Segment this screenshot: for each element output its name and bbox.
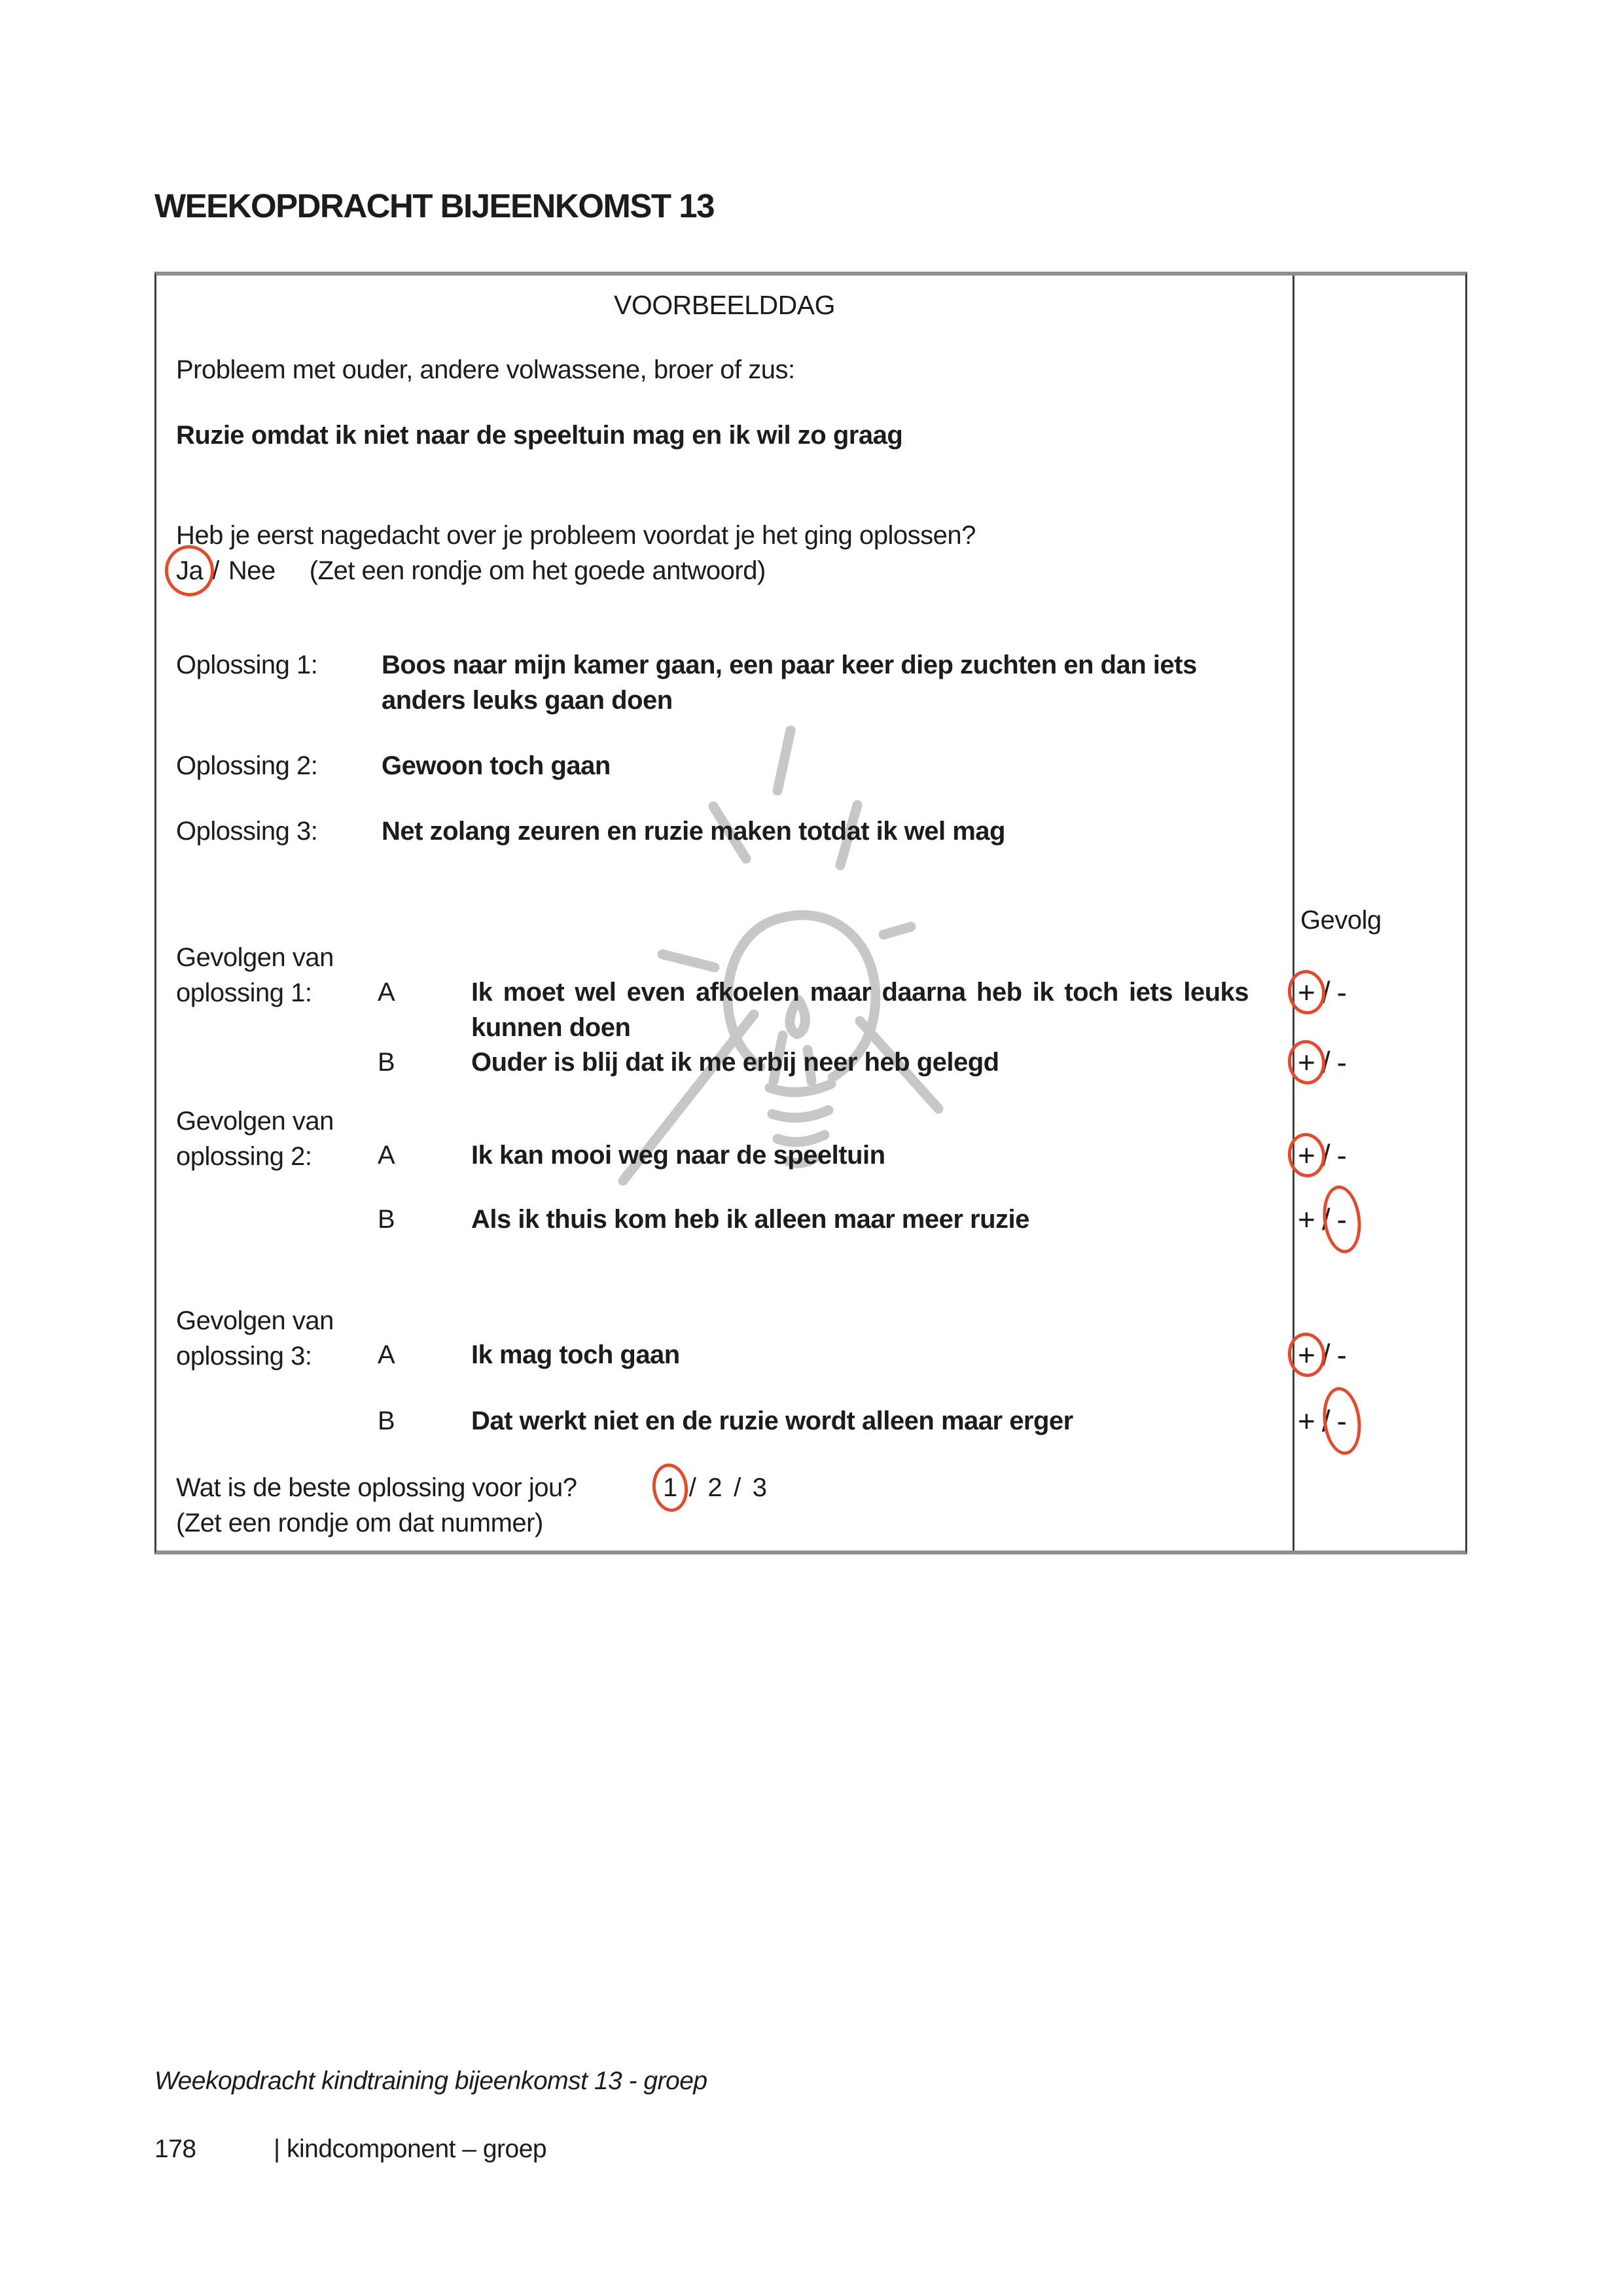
- page-number: 178: [154, 2135, 196, 2163]
- option-1: 1: [663, 1470, 677, 1505]
- solution-row-3: [176, 814, 1272, 849]
- plus-sign: +: [1298, 1138, 1315, 1172]
- problem-label: Probleem met ouder, andere volwassene, broer of zus:: [176, 355, 795, 384]
- footer-page-line: [154, 2135, 546, 2164]
- plus-sign: +: [1298, 1338, 1315, 1372]
- rating-1b: [1298, 1045, 1442, 1080]
- best-solution-block: [176, 1470, 767, 1541]
- item-letter: B: [378, 1205, 395, 1234]
- minus-sign: -: [1336, 1138, 1347, 1172]
- rating-2a: [1298, 1138, 1442, 1173]
- consequence-row-2a: [378, 1138, 1249, 1173]
- consequences-3-label-line2: oplossing 3:: [176, 1342, 312, 1371]
- minus-sign: -: [1336, 1202, 1347, 1236]
- reflect-block: [176, 518, 976, 588]
- minus-sign: -: [1336, 1338, 1347, 1372]
- best-solution-instruction: (Zet een rondje om dat nummer): [176, 1509, 543, 1537]
- consequence-text: Dat werkt niet en de ruzie wordt alleen maar erger: [471, 1407, 1073, 1435]
- solution-3-answer: Net zolang zeuren en ruzie maken totdat ik wel mag: [382, 817, 1005, 846]
- worksheet-table: [154, 272, 1467, 1554]
- bulb-screw-line-1: [770, 1084, 831, 1092]
- item-letter: A: [378, 1141, 395, 1170]
- rating-3a: [1298, 1337, 1442, 1372]
- item-letter: A: [378, 978, 395, 1007]
- consequences-2-label: [176, 1103, 334, 1174]
- minus-sign: -: [1336, 1404, 1347, 1438]
- rating-3b: [1298, 1403, 1442, 1439]
- best-solution-options: [663, 1470, 767, 1505]
- consequences-2-label-line1: Gevolgen van: [176, 1107, 334, 1136]
- reflect-question: Heb je eerst nagedacht over je probleem voordat je het ging oplossen?: [176, 521, 976, 550]
- slash-separator: /: [1321, 1045, 1330, 1079]
- consequence-row-1a: [378, 975, 1249, 1045]
- minus-sign: -: [1336, 1045, 1347, 1079]
- rating-1a: [1298, 975, 1442, 1010]
- solution-1-answer: Boos naar mijn kamer gaan, een paar keer diep zuchten en dan iets anders leuks gaan doen: [382, 651, 1197, 715]
- item-letter: B: [378, 1407, 395, 1435]
- solution-2-label: Oplossing 2:: [176, 751, 318, 780]
- slash-separator: /: [212, 556, 219, 585]
- consequences-3-label: [176, 1303, 334, 1374]
- worksheet-day-header: VOORBEELDDAG: [613, 290, 836, 320]
- solution-3-label: Oplossing 3:: [176, 817, 318, 846]
- table-column-divider: [1293, 276, 1294, 1551]
- consequence-row-3b: [378, 1403, 1249, 1439]
- consequences-2-label-line2: oplossing 2:: [176, 1142, 312, 1171]
- footer-section-label: | kindcomponent – groep: [274, 2135, 547, 2163]
- slash-separator: /: [734, 1473, 741, 1502]
- consequences-1-label-line2: oplossing 1:: [176, 978, 312, 1007]
- gevolg-column-header: Gevolg: [1300, 906, 1382, 935]
- problem-answer: Ruzie omdat ik niet naar de speeltuin mag en ik wil zo graag: [176, 421, 903, 450]
- item-letter: A: [378, 1340, 395, 1369]
- slash-separator: /: [1321, 1202, 1330, 1236]
- slash-separator: /: [688, 1473, 696, 1502]
- slash-separator: /: [1321, 975, 1330, 1009]
- consequences-3-label-line1: Gevolgen van: [176, 1306, 334, 1335]
- plus-sign: +: [1298, 975, 1315, 1009]
- slash-separator: /: [1321, 1338, 1330, 1372]
- bulb-screw-line-2: [772, 1110, 829, 1118]
- rating-2b: [1298, 1202, 1442, 1237]
- answer-no: Nee: [228, 556, 276, 585]
- consequences-1-label-line1: Gevolgen van: [176, 943, 334, 972]
- bulb-ray-left: [662, 954, 715, 967]
- slash-separator: /: [1321, 1404, 1330, 1438]
- solution-row-1: [176, 647, 1272, 718]
- consequence-text: Ik mag toch gaan: [471, 1340, 680, 1369]
- solution-2-answer: Gewoon toch gaan: [382, 751, 611, 780]
- minus-sign: -: [1336, 975, 1347, 1009]
- bulb-ray-right: [883, 927, 911, 935]
- solution-row-2: [176, 748, 1272, 783]
- slash-separator: /: [1321, 1138, 1330, 1172]
- plus-sign: +: [1298, 1202, 1315, 1236]
- consequence-text: Ik moet wel even afkoelen maar daarna heb ik toch iets leuks kunnen doen: [471, 978, 1249, 1042]
- lightbulb-icon: [609, 713, 975, 1211]
- best-solution-question: Wat is de beste oplossing voor jou?: [176, 1473, 577, 1502]
- item-letter: B: [378, 1048, 395, 1077]
- consequence-row-1b: [378, 1045, 1249, 1080]
- page-title: WEEKOPDRACHT BIJEENKOMST 13: [154, 187, 714, 224]
- consequences-1-label: [176, 940, 334, 1011]
- reflect-instruction: (Zet een rondje om het goede antwoord): [309, 556, 766, 585]
- solution-1-label: Oplossing 1:: [176, 651, 318, 679]
- plus-sign: +: [1298, 1404, 1315, 1438]
- consequence-text: Ouder is blij dat ik me erbij neer heb gelegd: [471, 1048, 999, 1077]
- option-3: 3: [752, 1473, 767, 1502]
- answer-yes: Ja: [176, 553, 203, 588]
- consequence-row-3a: [378, 1337, 1249, 1372]
- consequence-text: Als ik thuis kom heb ik alleen maar meer ruzie: [471, 1205, 1029, 1234]
- option-2: 2: [707, 1473, 722, 1502]
- reflect-answer-row: [176, 553, 976, 588]
- consequence-row-2b: [378, 1202, 1249, 1237]
- consequence-text: Ik kan mooi weg naar de speeltuin: [471, 1141, 885, 1170]
- plus-sign: +: [1298, 1045, 1315, 1079]
- footer-note: Weekopdracht kindtraining bijeenkomst 13 - groep: [154, 2067, 707, 2095]
